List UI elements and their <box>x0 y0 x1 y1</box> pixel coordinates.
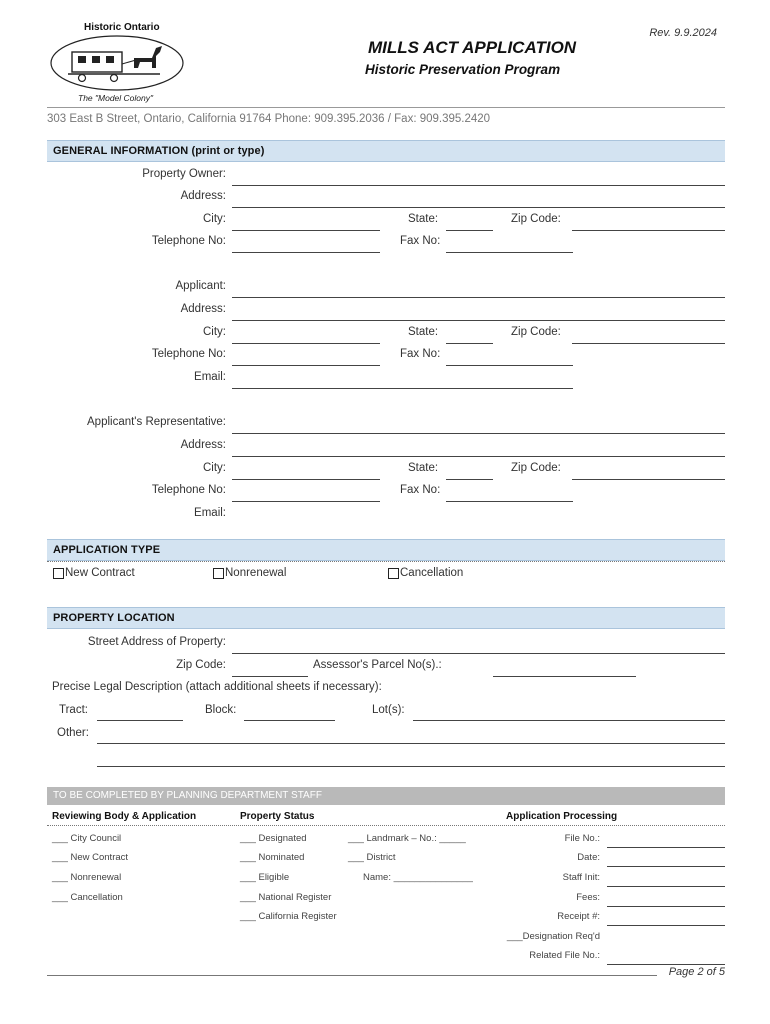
applicant-phone-field[interactable] <box>232 365 380 366</box>
applicant-label: Applicant: <box>175 280 226 292</box>
footer-divider <box>47 975 657 976</box>
owner-state-label: State: <box>408 213 439 225</box>
reviewing-nonrenewal: ___ Nonrenewal <box>52 872 122 883</box>
staff-heading: TO BE COMPLETED BY PLANNING DEPARTMENT STAFF <box>53 790 322 801</box>
status-district: ___ District <box>348 852 396 863</box>
new-contract-label: New Contract <box>65 567 135 579</box>
receipt-label: Receipt #: <box>557 911 600 922</box>
applicant-email-field[interactable] <box>232 388 573 389</box>
nonrenewal-label: Nonrenewal <box>225 567 287 579</box>
status-eligible: ___ Eligible <box>240 872 290 883</box>
property-zip-field[interactable] <box>232 676 308 677</box>
other-field-line-2[interactable] <box>97 766 725 767</box>
page-subtitle: Historic Preservation Program <box>365 62 561 77</box>
applicant-fax-field[interactable] <box>446 365 573 366</box>
fees-label: Fees: <box>576 892 600 903</box>
designation-reqd-label: ___Designation Req'd <box>506 931 600 942</box>
rep-email-label: Email: <box>194 507 226 519</box>
nonrenewal-checkbox[interactable] <box>213 568 224 579</box>
lot-label: Lot(s): <box>372 704 405 716</box>
applicant-email-label: Email: <box>194 371 226 383</box>
applicant-address-label: Address: <box>180 303 226 315</box>
cancellation-label: Cancellation <box>400 567 464 579</box>
rep-fax-label: Fax No: <box>400 484 441 496</box>
owner-address-field[interactable] <box>232 207 725 208</box>
logo-top-text: Historic Ontario <box>84 22 160 33</box>
logo-wagon-icon <box>48 34 186 92</box>
header-divider <box>47 107 725 108</box>
applicant-state-label: State: <box>408 326 439 338</box>
rep-phone-label: Telephone No: <box>151 484 226 496</box>
applicant-city-label: City: <box>203 326 226 338</box>
block-field[interactable] <box>244 720 335 721</box>
applicant-state-field[interactable] <box>446 343 493 344</box>
status-landmark: ___ Landmark – No.: _____ <box>348 833 466 844</box>
owner-label: Property Owner: <box>142 168 226 180</box>
application-type-header <box>47 539 725 561</box>
other-field[interactable] <box>97 743 725 744</box>
applicant-address-field[interactable] <box>232 320 725 321</box>
page-title: MILLS ACT APPLICATION <box>368 38 577 57</box>
rep-city-label: City: <box>203 462 226 474</box>
owner-state-field[interactable] <box>446 230 493 231</box>
block-label: Block: <box>205 704 237 716</box>
application-processing-title: Application Processing <box>506 811 618 822</box>
rep-zip-field[interactable] <box>572 479 725 480</box>
contact-info: 303 East B Street, Ontario, California 91764 Phone: 909.395.2036 / Fax: 909.395.2420 <box>47 113 491 125</box>
owner-phone-field[interactable] <box>232 252 380 253</box>
applicant-fax-label: Fax No: <box>400 348 441 360</box>
owner-zip-field[interactable] <box>572 230 725 231</box>
owner-phone-label: Telephone No: <box>151 235 226 247</box>
property-zip-label: Zip Code: <box>176 659 226 671</box>
owner-city-field[interactable] <box>232 230 380 231</box>
staff-init-field[interactable] <box>607 886 725 887</box>
rep-fax-field[interactable] <box>446 501 573 502</box>
property-location-header <box>47 607 725 629</box>
file-no-label: File No.: <box>564 833 600 844</box>
staff-header <box>47 787 725 805</box>
date-field[interactable] <box>607 866 725 867</box>
status-district-name: Name: _______________ <box>363 872 473 883</box>
reviewing-new-contract: ___ New Contract <box>52 852 129 863</box>
property-status-title: Property Status <box>240 811 315 822</box>
parcel-field[interactable] <box>493 676 636 677</box>
applicant-zip-field[interactable] <box>572 343 725 344</box>
tract-field[interactable] <box>97 720 183 721</box>
city-logo <box>48 22 186 104</box>
page-number: Page 2 of 5 <box>668 966 725 978</box>
rep-field[interactable] <box>232 433 725 434</box>
reviewing-city-council: ___ City Council <box>52 833 122 844</box>
status-nominated: ___ Nominated <box>240 852 305 863</box>
owner-field[interactable] <box>232 185 725 186</box>
rep-state-label: State: <box>408 462 439 474</box>
applicant-phone-label: Telephone No: <box>151 348 226 360</box>
rep-state-field[interactable] <box>446 479 493 480</box>
related-file-field[interactable] <box>607 964 725 965</box>
cancellation-checkbox[interactable] <box>388 568 399 579</box>
rep-label: Applicant's Representative: <box>87 416 226 428</box>
staff-subheader-divider <box>47 825 725 826</box>
status-national-register: ___ National Register <box>240 892 332 903</box>
rep-zip-label: Zip Code: <box>511 462 561 474</box>
revision-label: Rev. 9.9.2024 <box>649 27 717 39</box>
other-label: Other: <box>57 727 89 739</box>
status-designated: ___ Designated <box>240 833 307 844</box>
lot-field[interactable] <box>413 720 725 721</box>
owner-zip-label: Zip Code: <box>511 213 561 225</box>
applicant-city-field[interactable] <box>232 343 380 344</box>
owner-address-label: Address: <box>180 190 226 202</box>
owner-fax-label: Fax No: <box>400 235 441 247</box>
applicant-field[interactable] <box>232 297 725 298</box>
reviewing-cancellation: ___ Cancellation <box>52 892 123 903</box>
rep-phone-field[interactable] <box>232 501 380 502</box>
application-type-heading: APPLICATION TYPE <box>53 544 161 556</box>
property-location-heading: PROPERTY LOCATION <box>53 612 175 624</box>
file-no-field[interactable] <box>607 847 725 848</box>
owner-fax-field[interactable] <box>446 252 573 253</box>
fees-field[interactable] <box>607 906 725 907</box>
new-contract-checkbox[interactable] <box>53 568 64 579</box>
owner-city-label: City: <box>203 213 226 225</box>
application-type-divider <box>47 561 725 562</box>
reviewing-body-title: Reviewing Body & Application <box>52 811 197 822</box>
rep-city-field[interactable] <box>232 479 380 480</box>
logo-bottom-text: The "Model Colony" <box>78 93 154 103</box>
related-file-label: Related File No.: <box>529 950 600 961</box>
parcel-label: Assessor's Parcel No(s).: <box>313 659 442 671</box>
general-info-heading: GENERAL INFORMATION (print or type) <box>53 145 265 157</box>
street-address-field[interactable] <box>232 653 725 654</box>
staff-init-label: Staff Init: <box>562 872 600 883</box>
legal-description-label: Precise Legal Description (attach additional sheets if necessary): <box>52 681 382 693</box>
status-california-register: ___ California Register <box>240 911 337 922</box>
date-label: Date: <box>577 852 600 863</box>
general-info-header <box>47 140 725 162</box>
tract-label: Tract: <box>59 704 88 716</box>
street-address-label: Street Address of Property: <box>87 636 226 648</box>
applicant-zip-label: Zip Code: <box>511 326 561 338</box>
rep-address-label: Address: <box>180 439 226 451</box>
receipt-field[interactable] <box>607 925 725 926</box>
rep-address-field[interactable] <box>232 456 725 457</box>
